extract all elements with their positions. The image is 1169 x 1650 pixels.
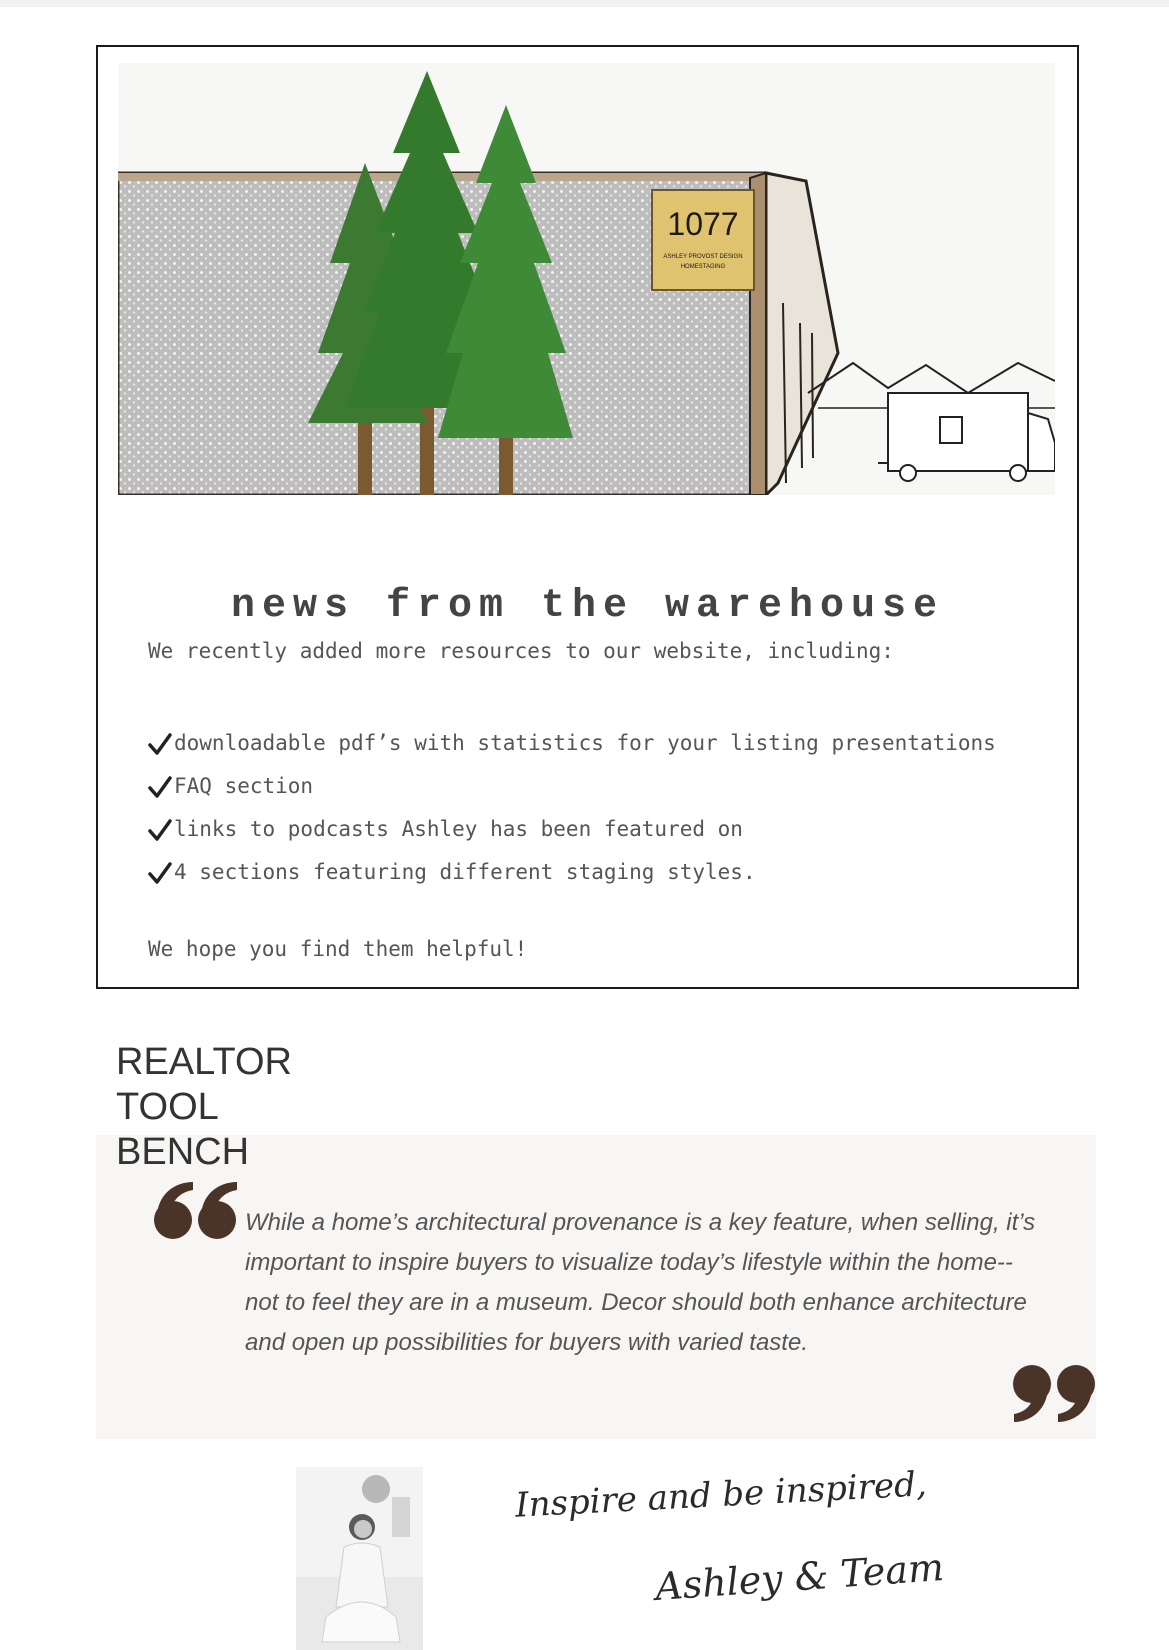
signoff-line: Inspire and be inspired, — [514, 1464, 928, 1526]
close-quote-icon — [1010, 1362, 1098, 1429]
ashley-photo — [296, 1467, 423, 1650]
heading-line: BENCH — [116, 1131, 250, 1173]
quote-text: While a home’s architectural provenance is a key feature, when selling, it’s important to inspire buyers to visualize today’s lifestyle within the home--not to feel they are in a museum. Decor should both enhance architecture and open up possibilities for buyers with varied taste. — [245, 1209, 1036, 1356]
list-item-text: links to podcasts Ashley has been featured on — [174, 817, 743, 841]
outro-text: We hope you find them helpful! — [148, 937, 528, 961]
sign-line-1: ASHLEY PROVOST DESIGN — [663, 254, 743, 260]
list-item-text: FAQ section — [174, 774, 314, 798]
signature: Ashley & Team — [653, 1544, 946, 1610]
list-item — [148, 808, 996, 851]
sign-number: 1077 — [667, 206, 739, 242]
checkmark-icon — [148, 776, 174, 798]
list-item-text: 4 sections featuring different staging styles. — [174, 860, 756, 884]
checkmark-icon — [148, 733, 174, 755]
open-quote-icon — [153, 1180, 241, 1247]
news-card — [96, 45, 1079, 989]
top-strip — [0, 0, 1169, 7]
intro-text: We recently added more resources to our website, including: — [148, 639, 894, 663]
list-item-text: downloadable pdf’s with statistics for your listing presentations — [174, 731, 996, 755]
heading-line: TOOL — [116, 1086, 219, 1128]
resource-list — [148, 722, 996, 894]
list-item — [148, 722, 996, 765]
checkmark-icon — [148, 862, 174, 884]
warehouse-illustration — [118, 63, 1055, 495]
list-item — [148, 851, 996, 894]
sign-line-2: HOMESTAGING — [680, 264, 726, 270]
checkmark-icon — [148, 819, 174, 841]
heading-line: REALTOR — [116, 1041, 292, 1083]
moving-truck — [878, 393, 1055, 481]
news-title: news from the warehouse — [230, 583, 945, 629]
realtor-tool-bench-heading — [116, 1040, 292, 1175]
list-item — [148, 765, 996, 808]
warehouse-sign — [652, 190, 754, 290]
